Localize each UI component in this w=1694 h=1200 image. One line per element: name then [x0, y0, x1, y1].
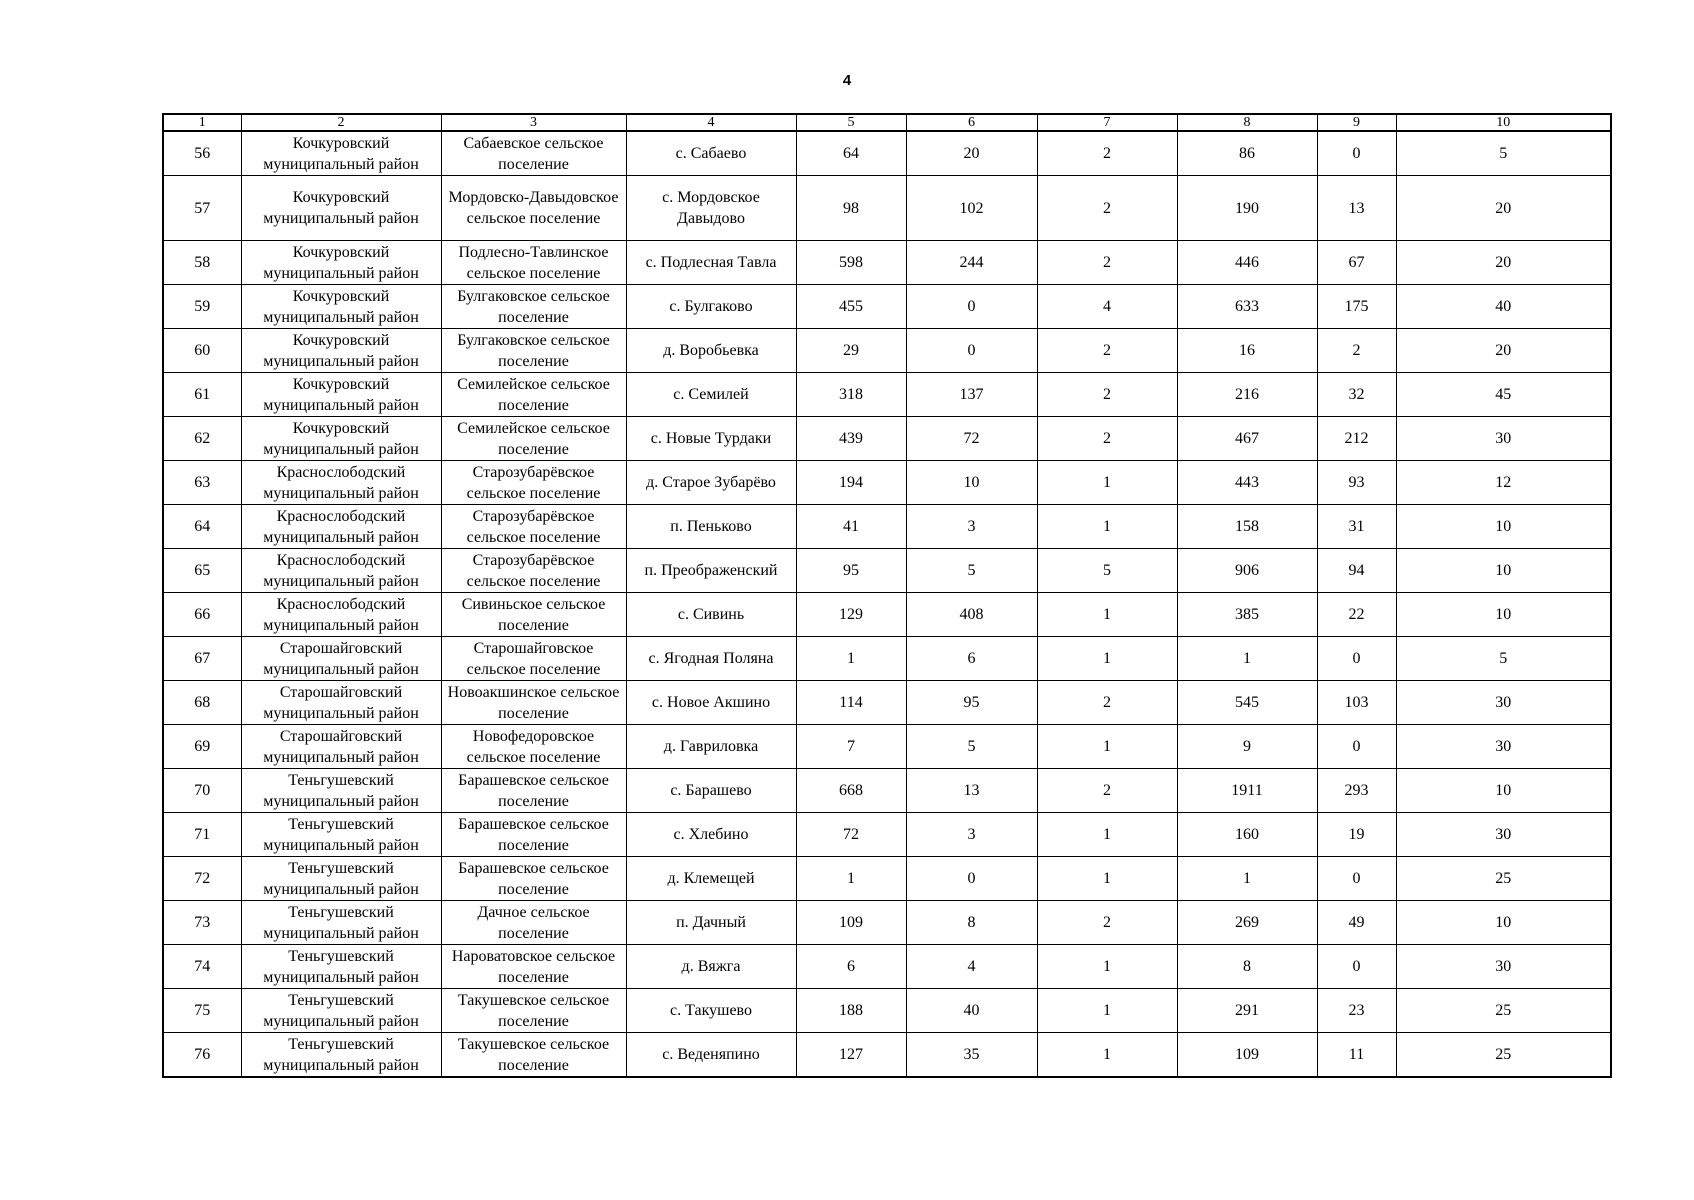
value-cell-9: 22	[1317, 593, 1396, 637]
district-cell: Кочкуровский муниципальный район	[241, 417, 441, 461]
value-cell-7: 1	[1037, 505, 1177, 549]
locality-cell: с. Веденяпино	[626, 1033, 796, 1078]
row-number-cell: 73	[163, 901, 241, 945]
value-cell-8: 906	[1177, 549, 1317, 593]
table-row	[163, 505, 1611, 549]
value-cell-8: 109	[1177, 1033, 1317, 1078]
locality-cell: с. Хлебино	[626, 813, 796, 857]
district-cell: Старошайговский муниципальный район	[241, 681, 441, 725]
value-cell-5: 188	[796, 989, 906, 1033]
table-row	[163, 901, 1611, 945]
value-cell-8: 467	[1177, 417, 1317, 461]
settlement-cell: Подлесно-Тавлинское сельское поселение	[441, 241, 626, 285]
value-cell-6: 4	[906, 945, 1037, 989]
value-cell-9: 0	[1317, 725, 1396, 769]
table-row	[163, 989, 1611, 1033]
value-cell-8: 633	[1177, 285, 1317, 329]
district-cell: Краснослободский муниципальный район	[241, 505, 441, 549]
row-number-cell: 71	[163, 813, 241, 857]
district-cell: Краснослободский муниципальный район	[241, 461, 441, 505]
value-cell-5: 95	[796, 549, 906, 593]
value-cell-6: 35	[906, 1033, 1037, 1078]
table-row	[163, 593, 1611, 637]
value-cell-8: 291	[1177, 989, 1317, 1033]
row-number-cell: 67	[163, 637, 241, 681]
value-cell-6: 5	[906, 725, 1037, 769]
row-number-cell: 60	[163, 329, 241, 373]
value-cell-10: 30	[1396, 945, 1611, 989]
row-number-cell: 72	[163, 857, 241, 901]
value-cell-10: 30	[1396, 417, 1611, 461]
value-cell-5: 318	[796, 373, 906, 417]
value-cell-9: 31	[1317, 505, 1396, 549]
table-row	[163, 813, 1611, 857]
value-cell-8: 16	[1177, 329, 1317, 373]
value-cell-9: 103	[1317, 681, 1396, 725]
value-cell-8: 443	[1177, 461, 1317, 505]
table-row	[163, 285, 1611, 329]
district-cell: Старошайговский муниципальный район	[241, 637, 441, 681]
district-cell: Краснослободский муниципальный район	[241, 549, 441, 593]
row-number-cell: 66	[163, 593, 241, 637]
value-cell-10: 10	[1396, 549, 1611, 593]
value-cell-10: 30	[1396, 681, 1611, 725]
table-row	[163, 857, 1611, 901]
locality-cell: с. Такушево	[626, 989, 796, 1033]
settlement-cell: Барашевское сельское поселение	[441, 813, 626, 857]
value-cell-9: 293	[1317, 769, 1396, 813]
value-cell-8: 385	[1177, 593, 1317, 637]
value-cell-7: 4	[1037, 285, 1177, 329]
settlement-cell: Новофедоровское сельское поселение	[441, 725, 626, 769]
value-cell-5: 109	[796, 901, 906, 945]
locality-cell: с. Мордовское Давыдово	[626, 176, 796, 241]
value-cell-7: 1	[1037, 637, 1177, 681]
value-cell-7: 2	[1037, 329, 1177, 373]
value-cell-7: 1	[1037, 945, 1177, 989]
table-row	[163, 417, 1611, 461]
locality-cell: с. Сивинь	[626, 593, 796, 637]
value-cell-10: 20	[1396, 176, 1611, 241]
row-number-cell: 68	[163, 681, 241, 725]
district-cell: Кочкуровский муниципальный район	[241, 285, 441, 329]
settlement-cell: Новоакшинское сельское поселение	[441, 681, 626, 725]
value-cell-6: 3	[906, 813, 1037, 857]
value-cell-6: 10	[906, 461, 1037, 505]
value-cell-8: 8	[1177, 945, 1317, 989]
value-cell-8: 190	[1177, 176, 1317, 241]
column-number: 1	[163, 114, 241, 131]
district-cell: Кочкуровский муниципальный район	[241, 373, 441, 417]
value-cell-9: 49	[1317, 901, 1396, 945]
row-number-cell: 76	[163, 1033, 241, 1078]
locality-cell: д. Гавриловка	[626, 725, 796, 769]
value-cell-9: 0	[1317, 857, 1396, 901]
column-number: 5	[796, 114, 906, 131]
value-cell-5: 6	[796, 945, 906, 989]
value-cell-6: 13	[906, 769, 1037, 813]
value-cell-7: 1	[1037, 989, 1177, 1033]
district-cell: Кочкуровский муниципальный район	[241, 131, 441, 176]
value-cell-9: 19	[1317, 813, 1396, 857]
value-cell-7: 2	[1037, 176, 1177, 241]
value-cell-6: 137	[906, 373, 1037, 417]
value-cell-10: 10	[1396, 593, 1611, 637]
table-row	[163, 725, 1611, 769]
locality-cell: с. Семилей	[626, 373, 796, 417]
value-cell-10: 5	[1396, 637, 1611, 681]
locality-cell: п. Пеньково	[626, 505, 796, 549]
settlement-cell: Старозубарёвское сельское поселение	[441, 461, 626, 505]
row-number-cell: 62	[163, 417, 241, 461]
value-cell-8: 158	[1177, 505, 1317, 549]
row-number-cell: 61	[163, 373, 241, 417]
value-cell-10: 10	[1396, 769, 1611, 813]
column-number: 3	[441, 114, 626, 131]
value-cell-9: 13	[1317, 176, 1396, 241]
value-cell-8: 446	[1177, 241, 1317, 285]
value-cell-9: 23	[1317, 989, 1396, 1033]
value-cell-8: 9	[1177, 725, 1317, 769]
value-cell-5: 194	[796, 461, 906, 505]
column-number: 2	[241, 114, 441, 131]
value-cell-9: 93	[1317, 461, 1396, 505]
value-cell-9: 2	[1317, 329, 1396, 373]
table-row	[163, 1033, 1611, 1078]
value-cell-7: 2	[1037, 901, 1177, 945]
value-cell-10: 10	[1396, 505, 1611, 549]
value-cell-10: 25	[1396, 989, 1611, 1033]
value-cell-9: 0	[1317, 637, 1396, 681]
value-cell-7: 1	[1037, 813, 1177, 857]
locality-cell: п. Дачный	[626, 901, 796, 945]
value-cell-7: 1	[1037, 857, 1177, 901]
value-cell-10: 25	[1396, 857, 1611, 901]
table-row	[163, 549, 1611, 593]
locality-cell: с. Ягодная Поляна	[626, 637, 796, 681]
settlement-cell: Такушевское сельское поселение	[441, 989, 626, 1033]
district-cell: Теньгушевский муниципальный район	[241, 945, 441, 989]
district-cell: Теньгушевский муниципальный район	[241, 857, 441, 901]
locality-cell: с. Барашево	[626, 769, 796, 813]
value-cell-6: 5	[906, 549, 1037, 593]
settlement-cell: Старозубарёвское сельское поселение	[441, 505, 626, 549]
value-cell-7: 2	[1037, 131, 1177, 176]
data-table	[162, 113, 1612, 1078]
value-cell-7: 2	[1037, 681, 1177, 725]
settlement-cell: Сивиньское сельское поселение	[441, 593, 626, 637]
row-number-cell: 64	[163, 505, 241, 549]
column-number: 7	[1037, 114, 1177, 131]
value-cell-8: 1	[1177, 637, 1317, 681]
district-cell: Кочкуровский муниципальный район	[241, 241, 441, 285]
value-cell-6: 408	[906, 593, 1037, 637]
column-number: 9	[1317, 114, 1396, 131]
value-cell-5: 41	[796, 505, 906, 549]
value-cell-7: 2	[1037, 373, 1177, 417]
value-cell-5: 439	[796, 417, 906, 461]
value-cell-7: 1	[1037, 461, 1177, 505]
value-cell-5: 7	[796, 725, 906, 769]
value-cell-6: 6	[906, 637, 1037, 681]
locality-cell: п. Преображенский	[626, 549, 796, 593]
column-number: 10	[1396, 114, 1611, 131]
value-cell-6: 102	[906, 176, 1037, 241]
value-cell-10: 45	[1396, 373, 1611, 417]
district-cell: Теньгушевский муниципальный район	[241, 1033, 441, 1078]
row-number-cell: 75	[163, 989, 241, 1033]
settlement-cell: Нароватовское сельское поселение	[441, 945, 626, 989]
settlement-cell: Булгаковское сельское поселение	[441, 329, 626, 373]
settlement-cell: Такушевское сельское поселение	[441, 1033, 626, 1078]
locality-cell: д. Вяжга	[626, 945, 796, 989]
value-cell-9: 212	[1317, 417, 1396, 461]
table-row	[163, 176, 1611, 241]
district-cell: Кочкуровский муниципальный район	[241, 176, 441, 241]
column-number-row	[163, 114, 1611, 131]
column-number: 4	[626, 114, 796, 131]
district-cell: Кочкуровский муниципальный район	[241, 329, 441, 373]
locality-cell: д. Старое Зубарёво	[626, 461, 796, 505]
row-number-cell: 57	[163, 176, 241, 241]
value-cell-7: 5	[1037, 549, 1177, 593]
table-row	[163, 681, 1611, 725]
district-cell: Теньгушевский муниципальный район	[241, 901, 441, 945]
table-row	[163, 637, 1611, 681]
value-cell-10: 20	[1396, 241, 1611, 285]
value-cell-6: 0	[906, 857, 1037, 901]
settlement-cell: Дачное сельское поселение	[441, 901, 626, 945]
locality-cell: с. Подлесная Тавла	[626, 241, 796, 285]
settlement-cell: Барашевское сельское поселение	[441, 769, 626, 813]
value-cell-9: 175	[1317, 285, 1396, 329]
district-cell: Теньгушевский муниципальный район	[241, 989, 441, 1033]
value-cell-7: 1	[1037, 1033, 1177, 1078]
settlement-cell: Старошайговское сельское поселение	[441, 637, 626, 681]
locality-cell: с. Булгаково	[626, 285, 796, 329]
locality-cell: с. Сабаево	[626, 131, 796, 176]
value-cell-5: 72	[796, 813, 906, 857]
value-cell-5: 114	[796, 681, 906, 725]
locality-cell: с. Новое Акшино	[626, 681, 796, 725]
value-cell-10: 25	[1396, 1033, 1611, 1078]
district-cell: Краснослободский муниципальный район	[241, 593, 441, 637]
value-cell-10: 40	[1396, 285, 1611, 329]
value-cell-10: 5	[1396, 131, 1611, 176]
value-cell-9: 11	[1317, 1033, 1396, 1078]
value-cell-10: 20	[1396, 329, 1611, 373]
value-cell-8: 269	[1177, 901, 1317, 945]
value-cell-10: 12	[1396, 461, 1611, 505]
value-cell-5: 29	[796, 329, 906, 373]
value-cell-9: 0	[1317, 131, 1396, 176]
table-row	[163, 241, 1611, 285]
column-number: 8	[1177, 114, 1317, 131]
table-row	[163, 945, 1611, 989]
value-cell-8: 545	[1177, 681, 1317, 725]
value-cell-6: 20	[906, 131, 1037, 176]
settlement-cell: Семилейское сельское поселение	[441, 417, 626, 461]
row-number-cell: 65	[163, 549, 241, 593]
table-row	[163, 373, 1611, 417]
district-cell: Старошайговский муниципальный район	[241, 725, 441, 769]
locality-cell: д. Клемещей	[626, 857, 796, 901]
value-cell-5: 98	[796, 176, 906, 241]
value-cell-6: 0	[906, 285, 1037, 329]
settlement-cell: Барашевское сельское поселение	[441, 857, 626, 901]
value-cell-8: 1	[1177, 857, 1317, 901]
value-cell-5: 127	[796, 1033, 906, 1078]
page-number: 4	[842, 72, 852, 89]
row-number-cell: 69	[163, 725, 241, 769]
value-cell-6: 0	[906, 329, 1037, 373]
value-cell-5: 64	[796, 131, 906, 176]
row-number-cell: 63	[163, 461, 241, 505]
value-cell-6: 244	[906, 241, 1037, 285]
value-cell-9: 32	[1317, 373, 1396, 417]
value-cell-8: 1911	[1177, 769, 1317, 813]
table-row	[163, 131, 1611, 176]
value-cell-6: 95	[906, 681, 1037, 725]
settlement-cell: Старозубарёвское сельское поселение	[441, 549, 626, 593]
table-row	[163, 329, 1611, 373]
settlement-cell: Семилейское сельское поселение	[441, 373, 626, 417]
value-cell-5: 668	[796, 769, 906, 813]
value-cell-10: 30	[1396, 725, 1611, 769]
value-cell-6: 8	[906, 901, 1037, 945]
district-cell: Теньгушевский муниципальный район	[241, 769, 441, 813]
value-cell-7: 1	[1037, 725, 1177, 769]
settlement-cell: Мордовско-Давыдовское сельское поселение	[441, 176, 626, 241]
value-cell-10: 30	[1396, 813, 1611, 857]
row-number-cell: 58	[163, 241, 241, 285]
row-number-cell: 74	[163, 945, 241, 989]
settlement-cell: Булгаковское сельское поселение	[441, 285, 626, 329]
value-cell-8: 216	[1177, 373, 1317, 417]
value-cell-7: 2	[1037, 241, 1177, 285]
value-cell-9: 67	[1317, 241, 1396, 285]
value-cell-7: 1	[1037, 593, 1177, 637]
value-cell-7: 2	[1037, 769, 1177, 813]
value-cell-9: 94	[1317, 549, 1396, 593]
value-cell-5: 1	[796, 857, 906, 901]
value-cell-5: 129	[796, 593, 906, 637]
value-cell-7: 2	[1037, 417, 1177, 461]
table-row	[163, 769, 1611, 813]
value-cell-6: 3	[906, 505, 1037, 549]
value-cell-8: 86	[1177, 131, 1317, 176]
value-cell-5: 598	[796, 241, 906, 285]
locality-cell: с. Новые Турдаки	[626, 417, 796, 461]
value-cell-5: 455	[796, 285, 906, 329]
district-cell: Теньгушевский муниципальный район	[241, 813, 441, 857]
row-number-cell: 59	[163, 285, 241, 329]
value-cell-10: 10	[1396, 901, 1611, 945]
value-cell-8: 160	[1177, 813, 1317, 857]
column-number: 6	[906, 114, 1037, 131]
value-cell-6: 40	[906, 989, 1037, 1033]
value-cell-9: 0	[1317, 945, 1396, 989]
value-cell-5: 1	[796, 637, 906, 681]
settlement-cell: Сабаевское сельское поселение	[441, 131, 626, 176]
value-cell-6: 72	[906, 417, 1037, 461]
locality-cell: д. Воробьевка	[626, 329, 796, 373]
row-number-cell: 56	[163, 131, 241, 176]
table-row	[163, 461, 1611, 505]
row-number-cell: 70	[163, 769, 241, 813]
